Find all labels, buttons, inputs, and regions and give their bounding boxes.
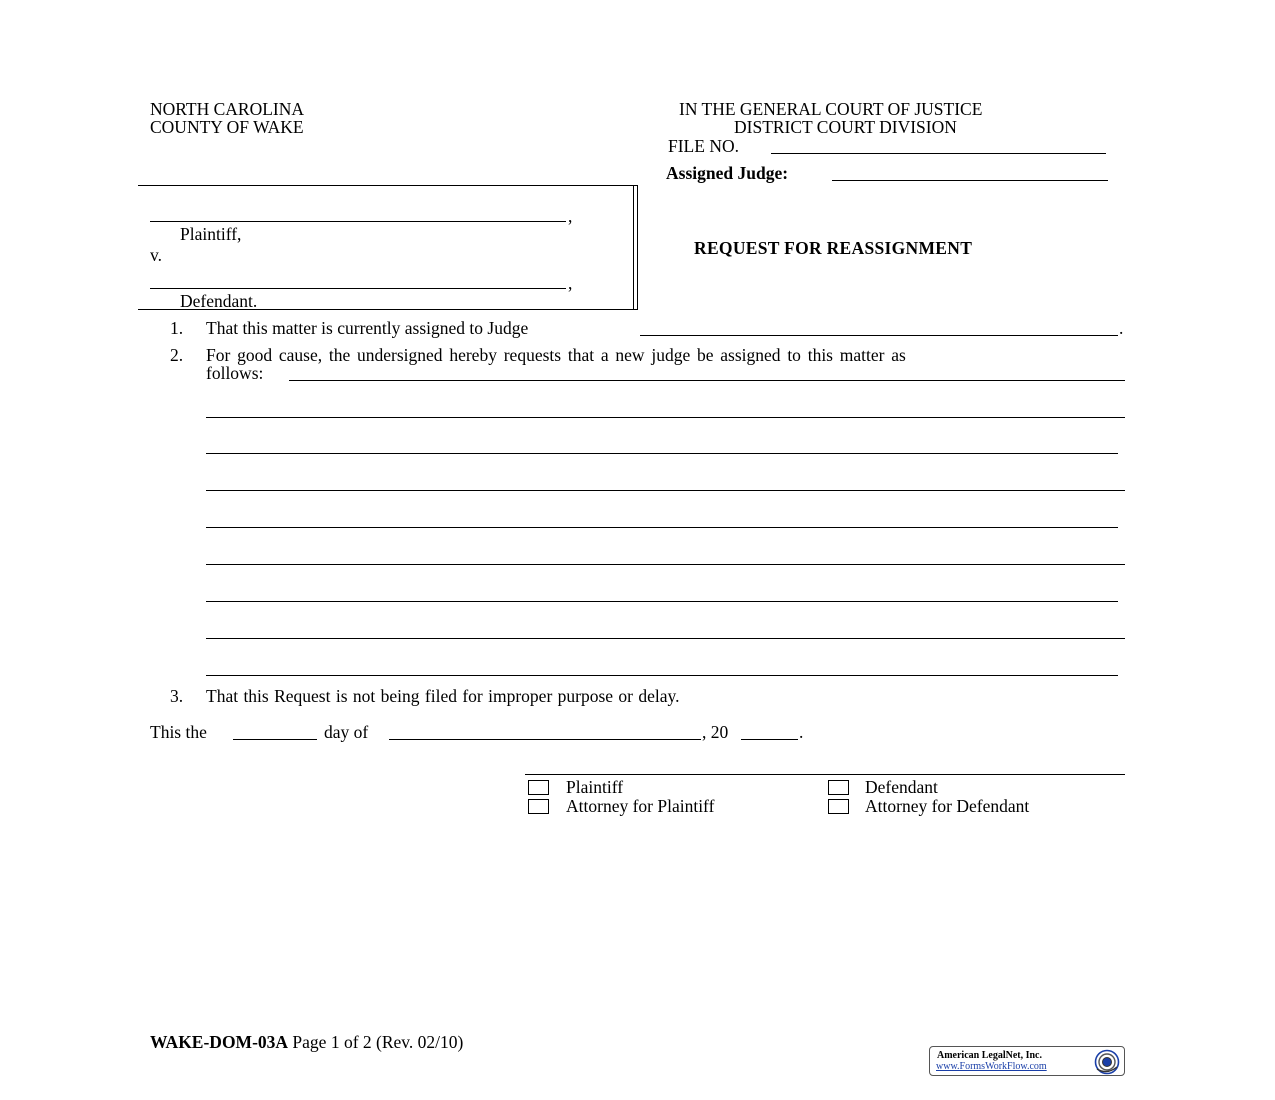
defendant-comma: , <box>568 273 573 293</box>
reason-line-6[interactable] <box>206 564 1125 565</box>
reason-line-9[interactable] <box>206 675 1118 676</box>
date-this-the: This the <box>150 722 207 742</box>
defendant-label: Defendant. <box>180 291 258 311</box>
plaintiff-name-field[interactable] <box>150 221 566 222</box>
item-1-period: . <box>1119 318 1124 338</box>
defendant-option-label: Defendant <box>865 777 938 797</box>
publisher-name: American LegalNet, Inc. <box>937 1050 1042 1061</box>
attorney-for-defendant-label: Attorney for Defendant <box>865 796 1030 816</box>
date-period: . <box>799 722 804 742</box>
reason-line-4[interactable] <box>206 490 1125 491</box>
state-name: NORTH CAROLINA <box>150 99 305 119</box>
caption-top-border <box>138 185 637 186</box>
attorney-for-defendant-checkbox[interactable] <box>828 799 849 814</box>
assigned-judge-label: Assigned Judge: <box>666 163 789 183</box>
reason-line-8[interactable] <box>206 638 1125 639</box>
defendant-name-field[interactable] <box>150 288 566 289</box>
plaintiff-option-label: Plaintiff <box>566 777 624 797</box>
day-field[interactable] <box>233 739 317 740</box>
year-field[interactable] <box>741 739 798 740</box>
file-no-field[interactable] <box>771 153 1106 154</box>
caption-right-border-inner <box>633 185 634 310</box>
versus-label: v. <box>150 245 162 265</box>
reason-line-3[interactable] <box>206 453 1118 454</box>
publisher-logo <box>929 1046 1125 1076</box>
plaintiff-label: Plaintiff, <box>180 224 242 244</box>
reason-line-7[interactable] <box>206 601 1118 602</box>
attorney-for-plaintiff-label: Attorney for Plaintiff <box>566 796 715 816</box>
globe-icon <box>1094 1049 1120 1075</box>
reason-line-2[interactable] <box>206 417 1125 418</box>
reason-line-5[interactable] <box>206 527 1118 528</box>
form-code: WAKE-DOM-03A <box>150 1032 289 1052</box>
item-1-number: 1. <box>170 318 184 338</box>
item-2-number: 2. <box>170 345 184 365</box>
plaintiff-comma: , <box>568 206 573 226</box>
county-name: COUNTY OF WAKE <box>150 117 304 137</box>
current-judge-field[interactable] <box>640 335 1118 336</box>
document-title: REQUEST FOR REASSIGNMENT <box>694 238 973 258</box>
file-no-label: FILE NO. <box>668 136 739 156</box>
item-2-follows: follows: <box>206 363 264 383</box>
item-1-text: That this matter is currently assigned to Judge <box>206 318 529 338</box>
form-footer <box>150 1034 463 1052</box>
date-year-prefix: , 20 <box>702 722 729 742</box>
item-2-text: For good cause, the undersigned hereby requests that a new judge be assigned to this matter as <box>206 345 906 365</box>
assigned-judge-field[interactable] <box>832 180 1108 181</box>
court-division: DISTRICT COURT DIVISION <box>734 117 957 137</box>
attorney-for-plaintiff-checkbox[interactable] <box>528 799 549 814</box>
item-3-text: That this Request is not being filed for improper purpose or delay. <box>206 686 680 706</box>
page-info: Page 1 of 2 (Rev. 02/10) <box>292 1032 464 1052</box>
publisher-url[interactable]: www.FormsWorkFlow.com <box>936 1061 1047 1072</box>
caption-right-border-outer <box>637 185 638 310</box>
plaintiff-checkbox[interactable] <box>528 780 549 795</box>
reason-line-1[interactable] <box>289 380 1125 381</box>
court-name: IN THE GENERAL COURT OF JUSTICE <box>679 99 983 119</box>
defendant-checkbox[interactable] <box>828 780 849 795</box>
item-3-number: 3. <box>170 686 184 706</box>
date-day-of: day of <box>324 722 369 742</box>
signature-line[interactable] <box>525 774 1125 775</box>
month-field[interactable] <box>389 739 701 740</box>
